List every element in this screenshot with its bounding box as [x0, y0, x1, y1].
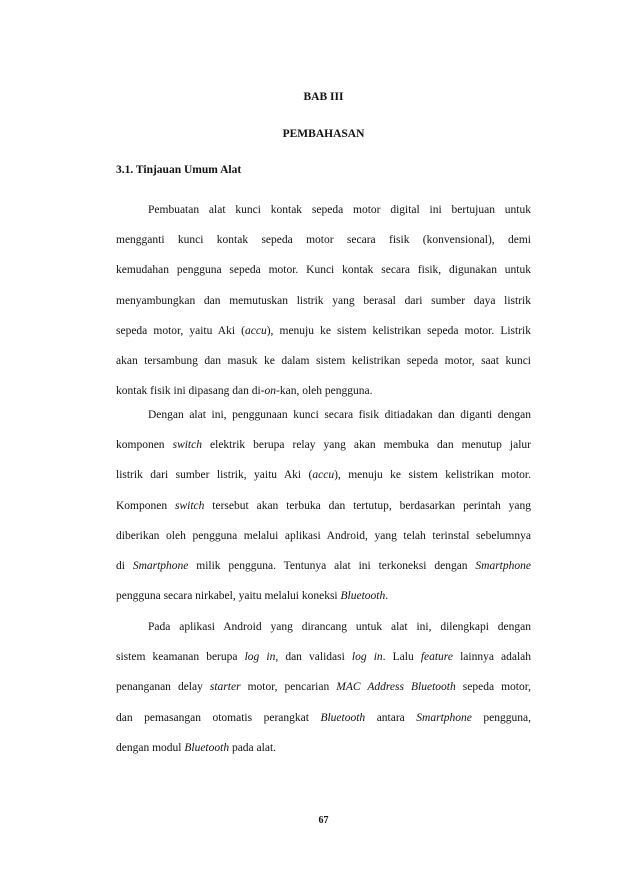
text-run: komponen: [116, 439, 173, 452]
paragraph-line: [116, 400, 531, 430]
text-run: motor, pencarian: [240, 681, 337, 694]
text-run: antara: [365, 711, 417, 724]
italic-term: log in: [351, 651, 383, 664]
paragraph-line: [116, 551, 531, 581]
italic-term: on: [264, 385, 277, 398]
text-run: kontak fisik ini dipasang dan di-: [116, 385, 265, 398]
text-run: elektrik berupa relay yang akan membuka dan menutup jalur: [201, 439, 531, 452]
page-number: 67: [318, 815, 329, 826]
paragraph-line: [116, 316, 531, 346]
paragraph-line: [116, 286, 531, 316]
italic-term: Bluetooth: [340, 590, 386, 603]
text-run: diberikan oleh pengguna melalui aplikasi Android, yang telah terinstal sebelumnya: [116, 529, 531, 542]
paragraph-line: [116, 581, 531, 611]
paragraph-line: [116, 733, 531, 763]
text-run: .: [385, 590, 389, 603]
text-run: sistem keamanan berupa: [116, 651, 245, 664]
text-run: di: [116, 559, 133, 572]
paragraph-line: [116, 491, 531, 521]
paragraph-line: [116, 460, 531, 490]
italic-term: Smartphone: [132, 559, 189, 572]
paragraph-line: [116, 612, 531, 642]
text-run: Dengan alat ini, penggunaan kunci secara fisik ditiadakan dan diganti dengan: [148, 409, 531, 421]
text-run: tersebut akan terbuka dan tertutup, berdasarkan perintah yang: [204, 499, 532, 512]
text-run: Pada aplikasi Android yang dirancang untuk alat ini, dilengkapi dengan: [148, 621, 531, 633]
paragraph-3: [116, 612, 531, 763]
paragraph-line: [116, 346, 531, 376]
text-run: penanganan delay: [116, 681, 210, 694]
italic-term: log in: [244, 651, 276, 664]
paragraph-line: [116, 430, 531, 460]
italic-term: MAC Address Bluetooth: [336, 681, 456, 694]
text-run: Pembuatan alat kunci kontak sepeda motor digital ini bertujuan untuk: [148, 204, 531, 216]
italic-term: switch: [172, 439, 202, 452]
text-run: sepeda motor, yaitu Aki (: [116, 324, 245, 337]
italic-term: starter: [209, 681, 241, 694]
paragraph-1: [116, 195, 531, 406]
chapter-title: PEMBAHASAN: [282, 128, 365, 140]
italic-term: accu: [244, 324, 267, 337]
text-run: -kan, oleh pengguna.: [276, 385, 373, 398]
text-run: pengguna,: [471, 711, 531, 724]
paragraph-2: [116, 400, 531, 611]
text-run: Komponen: [116, 499, 176, 512]
text-run: mengganti kunci kontak sepeda motor secara fisik (konvensional), demi: [116, 234, 531, 247]
text-run: ), menuju ke sistem kelistrikan sepeda motor. Listrik: [266, 324, 531, 337]
text-run: kemudahan pengguna sepeda motor. Kunci kontak secara fisik, digunakan untuk: [116, 264, 531, 277]
text-run: sepeda motor,: [455, 681, 531, 694]
section-heading: 3.1. Tinjauan Umum Alat: [116, 164, 242, 176]
paragraph-line: [116, 255, 531, 285]
paragraph-line: [116, 642, 531, 672]
paragraph-line: [116, 521, 531, 551]
text-run: menyambungkan dan memutuskan listrik yang berasal dari sumber daya listrik: [116, 294, 531, 307]
text-run: . Lalu: [382, 651, 421, 664]
chapter-label: BAB III: [303, 91, 344, 103]
paragraph-line: [116, 672, 531, 702]
text-run: milik pengguna. Tentunya alat ini terkoneksi dengan: [188, 559, 476, 572]
italic-term: Smartphone: [475, 559, 531, 572]
paragraph-line: [116, 195, 531, 225]
text-run: dan pemasangan otomatis perangkat: [116, 711, 321, 724]
italic-term: switch: [175, 499, 205, 512]
text-run: , dan validasi: [275, 651, 352, 664]
text-run: pada alat.: [229, 741, 277, 754]
italic-term: Smartphone: [416, 711, 472, 724]
text-run: lainnya adalah: [452, 651, 532, 664]
italic-term: Bluetooth: [320, 711, 366, 724]
text-run: akan tersambung dan masuk ke dalam sistem kelistrikan sepeda motor, saat kunci: [116, 354, 531, 367]
italic-term: Bluetooth: [184, 741, 230, 754]
text-run: dengan modul: [116, 741, 185, 754]
text-run: ), menuju ke sistem kelistrikan motor.: [334, 469, 531, 482]
paragraph-line: [116, 225, 531, 255]
italic-term: feature: [420, 651, 453, 664]
text-run: listrik dari sumber listrik, yaitu Aki (: [116, 469, 313, 482]
text-run: pengguna secara nirkabel, yaitu melalui koneksi: [116, 590, 341, 603]
paragraph-line: [116, 703, 531, 733]
italic-term: accu: [312, 469, 335, 482]
